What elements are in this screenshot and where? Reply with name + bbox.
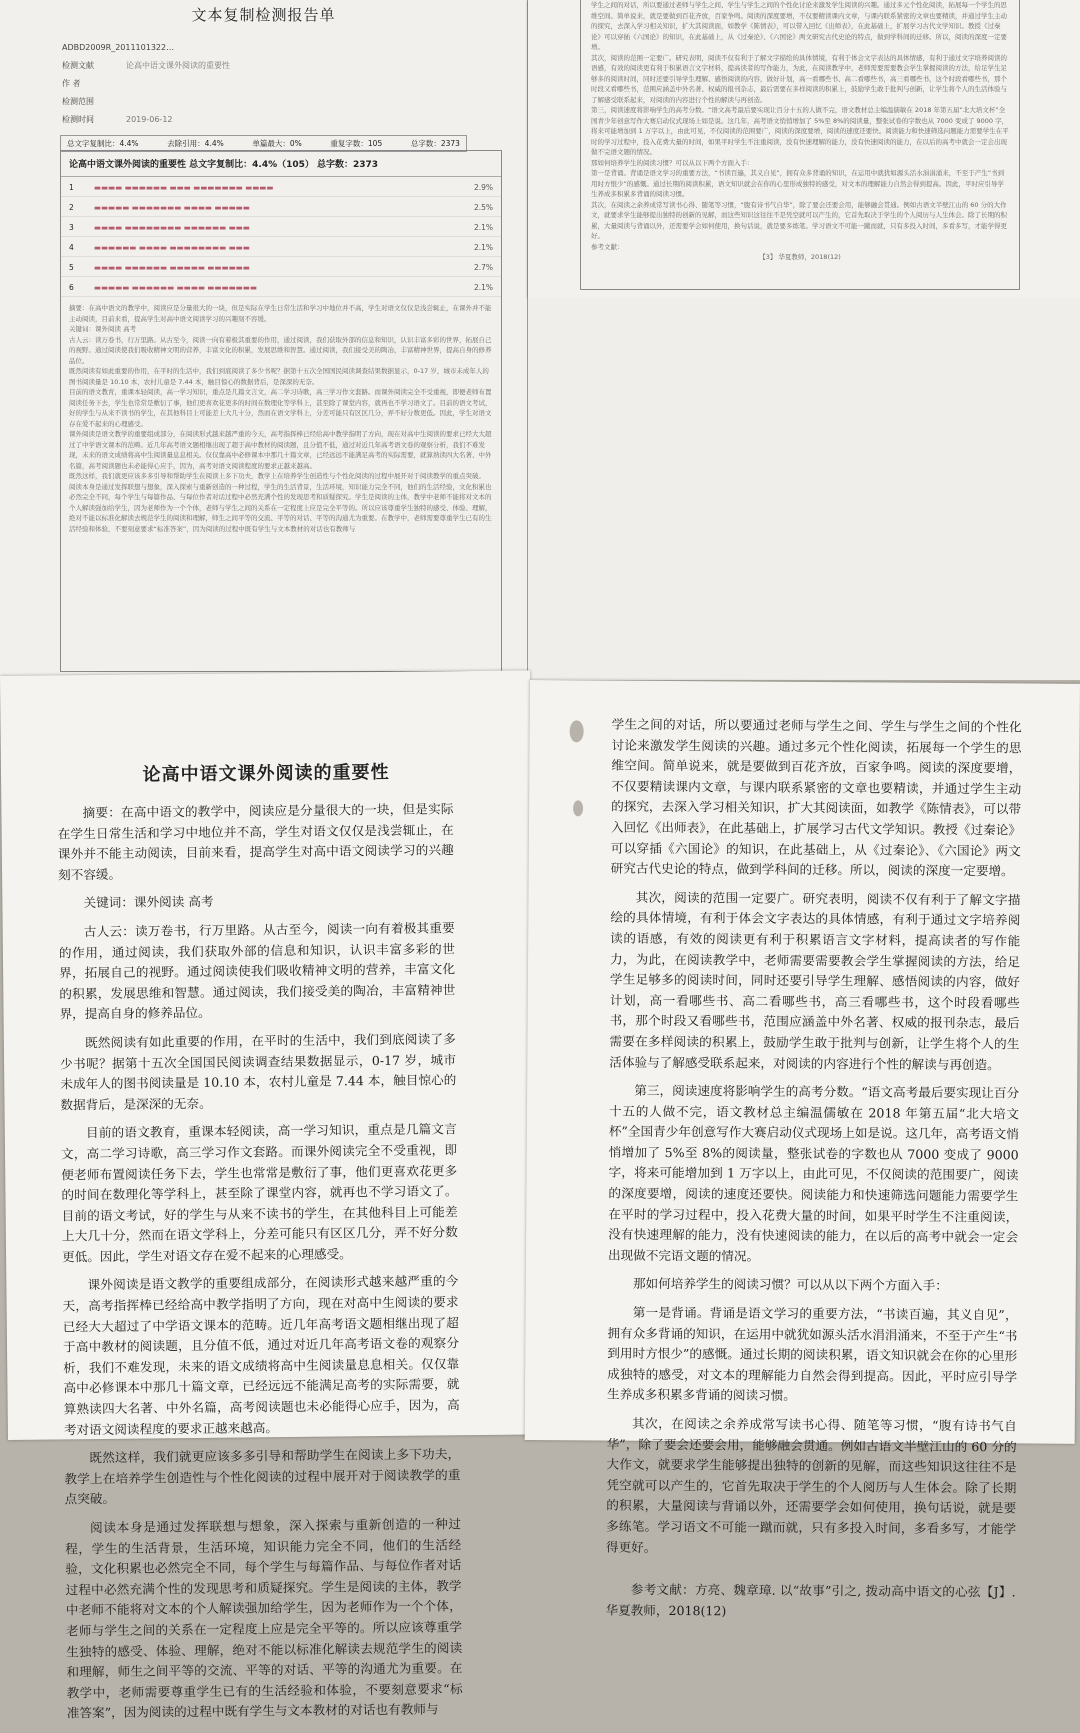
match-row: 1 ▬▬▬▬ ▬▬▬▬▬▬ ▬▬▬ ▬▬▬▬▬▬▬ ▬▬▬▬ 2.9% [61,177,501,197]
blank-sheet-area [528,298,1080,680]
continuation-text: 学生之间的对话，所以要通过老师与学生之间、学生与学生之间的个性化讨论来激发学生阅读的兴趣。通过多元个性化阅读，拓展每一个学生的思维空间。简单说来，就是要做到百花齐放，百家争鸣。阅读的深度要增，不仅要精读课内文章，与课内联系紧密的文章也要精读，并通过学生主动的探究，去深入学习相关知识，扩大其阅读面，如教学《陈情表》，可以带入回忆《出师表》，在此基础上，扩展学习古代文学知识。教授《过秦论》可以穿插《六国论》的知识，在此基础上，从《过秦论》、《六国论》两文研究古代史论的特点，做到学科间的迁移。所以，阅读的深度一定要增。 其次，阅读的范围一定要广。研究表明，阅读不仅有利于了解文字描绘的具体情境，有利于体会文字表达的具体情感，有利于通过文字培养阅读的语感，有效的阅读更有利于积累语言文字材料，提高读者的写作能力，为此，在阅读教学中，老师需要需要教会学生掌握阅读的方法，给足学生足够多的阅读时间，同时还要引导学生理解、感悟阅读的内容，做好计划，高一看哪些书、高二看哪些书，高三看哪些书，这个时段看哪些书，那个时段又看哪些书，范围应涵盖中外名著、权威的报刊杂志，最后需要在多样阅读的积累上，鼓励学生敢于批判与创新，让学生将个人的生活体验与了解感受联系起来，对阅读的内容进行个性的解读与再创造。 第三，阅读速度将影响学生的高考分数。“语文高考最后要实现让百分十五的人做不完，语文教材总主编温儒敏在 2018 年第五届“北大培文杯”全国青少年创意写作大赛启动仪式现场上如是说。这几年，高考语文悄悄增加了 5%至 8%的阅读量，整张试卷的字数也从 7000 变成了 9000 字，将来可能增加到 1 万字以上，由此可见，不仅阅读的范围要广，阅读的深度要增，阅读的速度还要快。阅读能力和快速筛选问题能力需要学生在平时的学习过程中，投入花费大量的时间，如果平时学生不注重阅读，没有快速理解的能力，没有快速阅读的能力，在以后的高考中就会一定会出现做不完语文题的情况。 那如何培养学生的阅读习惯？可以从以下两个方面入手： 第一是背诵。背诵是语文学习的重要方法，“书读百遍，其义自见”，拥有众多背诵的知识，在运用中就犹如源头活水涓涓涌来，不至于产生“书到用时方恨少”的感慨。通过长期的阅读积累，语文知识就会在你的心里形成独特的感受，对文本的理解能力自然会得到提高。因此，平时应引导学生养成多积累多背诵的阅读习惯。 其次，在阅读之余养成常写读书心得、随笔等习惯，“腹有诗书气自华”，除了要会还要会用，能够融会贯通。例如古语文半壁江山的 60 分的大作文，就要求学生能够提出独特的创新的见解，而这些知识这往往不是凭空就可以产生的，它首先取决于学生的个人阅历与人生体会。除了长期的积累，大量阅读与背诵以外，还需要学会如何使用，换句话说，就是要多练笔。学习语文不可能一蹴而就，只有多投入时间，多看多写，才能学得更好。 参考文献： 【3】 华夏教师，2018(12) [591,1,1009,261]
report-continuation-sheet [528,0,1080,298]
meta-row: ADBD2009R_2011101322… [62,43,175,52]
paragraph: 课外阅读是语文教学的重要组成部分，在阅读形式越来越严重的今天，高考指挥棒已经给高中教学指明了方向，现在对高中生阅读的要求已经大大超过了中学语文课本的范畴。近几年高考语文题相继出现了超于高中教材的阅读题，且分值不低，通过对近几年高考语文卷的观察分析，我们不难发现，未来的语文成绩将高中生阅读量息息相关。仅仅靠高中必修课本中那几十篇文章，已经远远不能满足高考的实际需要，就算熟读四大名著、中外名篇，高考阅读题也未必能得心应手，因为，高考对语文阅读程度的要求正越来越高。 [62,1273,460,1437]
match-row: 6 ▬▬▬▬▬ ▬▬▬▬▬▬ ▬▬▬▬ ▬▬▬▬▬▬▬ 2.1% [61,277,501,297]
article-column-left [57,799,463,1732]
paragraph: 其次，阅读的范围一定要广。研究表明，阅读不仅有利于了解文字描绘的具体情境，有利于体会文字表达的具体情感，有利于通过文字培养阅读的语感，有效的阅读更有利于积累语言文字材料，提高读者的写作能力，为此，在阅读教学中，老师需要需要教会学生掌握阅读的方法，给足学生足够多的阅读时间，同时还要引导学生理解、感悟阅读的内容，做好计划，高一看哪些书、高二看哪些书，高三看哪些书，这个时段看哪些书，那个时段又看哪些书，范围应涵盖中外名著、权威的报刊杂志，最后需要在多样阅读的积累上，鼓励学生敢于批判与创新，让学生将个人的生活体验与了解感受联系起来，对阅读的内容进行个性的解读与再创造。 [609,889,1021,1072]
reference: 参考文献：方亮、魏章璋. 以“故事”引之, 拨动高中语文的心弦【J】. 华夏教师，2018(12) [605,1581,1016,1619]
meta-row: 检测范围 [62,97,94,106]
paragraph: 目前的语文教育，重课本轻阅读，高一学习知识，重点是几篇文言文，高二学习诗歌，高三学习作文套路。而课外阅读完全不受重视，即便老师布置阅读任务下去，学生也常常是敷衍了事，他们更喜欢花更多的时间在数理化等学科上，甚至除了课堂内容，就再也不学习语文了。目前的语文考试，好的学生与从来不读书的学生，在其他科目上可能差上大几十分，然而在语文学科上，分差可能只有区区几分，弄不好分数更低。因此，学生对语文存在爱不起来的心理感受。 [60,1121,458,1265]
paragraph: 第三，阅读速度将影响学生的高考分数。“语文高考最后要实现让百分十五的人做不完，语文教材总主编温儒敏在 2018 年第五届“北大培文杯”全国青少年创意写作大赛启动仪式现场上如是说。这几年，高考语文悄悄增加了 5%至 8%的阅读量，整张试卷的字数也从 7000 变成了 9000 字，将来可能增加到 1 万字以上，由此可见，不仅阅读的范围要广，阅读的深度要增，阅读的速度还要快。阅读能力和快速筛选问题能力需要学生在平时的学习过程中，投入花费大量的时间，如果平时学生不注重阅读，没有快速理解的能力，没有快速阅读的能力，在以后的高考中就会一定会出现做不完语文题的情况。 [607,1082,1020,1264]
abstract: 摘要：在高中语文的教学中，阅读应是分量很大的一块，但是实际在学生日常生活和学习中地位并不高，学生对语文仅仅是浅尝辄止，在课外并不能主动阅读，目前来看，提高学生对高中语文阅读学习的兴趣刻不容缓。 [57,801,454,883]
paragraph: 既然这样，我们就更应该多多引导和帮助学生在阅读上多下功夫，教学上在培养学生创造性与个性化阅读的过程中展开对于阅读教学的重点突破。 [64,1446,461,1507]
paragraph: 其次，在阅读之余养成常写读书心得、随笔等习惯，“腹有诗书气自华”，除了要会还要会用，能够融会贯通。例如古语文半壁江山的 60 分的大作文，就要求学生能够提出独特的创新的见解，而这些知识这往往不是凭空就可以产生的，它首先取决于学生的个人阅历与人生体会。除了长期的积累，大量阅读与背诵以外，还需要学会如何使用，换句话说，就是要多练笔。学习语文不可能一蹴而就，只有多投入时间，多看多写，才能学得更好。 [605,1415,1017,1555]
paragraph: 既然阅读有如此重要的作用，在平时的生活中，我们到底阅读了多少书呢？据第十五次全国国民阅读调查结果数据显示，0-17 岁，城市未成年人的图书阅读量是 10.10 本，农村儿童是 7.44 本，触目惊心的数据背后，是深深的无奈。 [59,1031,457,1113]
paragraph: 第一是背诵。背诵是语文学习的重要方法，“书读百遍，其义自见”，拥有众多背诵的知识，在运用中就犹如源头活水涓涓涌来，不至于产生“书到用时方恨少”的感慨。通过长期的阅读积累，语文知识就会在你的心里形成独特的感受，对文本的理解能力自然会得到提高。因此，平时应引导学生养成多积累多背诵的阅读习惯。 [606,1304,1018,1404]
paragraph: 阅读本身是通过发挥联想与想象，深入探索与重新创造的一种过程，学生的生活背景，生活环境，知识能力完全不同，他们的生活经验，文化积累也必然完全不同，每个学生与每篇作品、与每位作者对话过程中必然充满个性的发现思考和质疑探究。学生是阅读的主体，教学中老师不能将对文本的个人解读强加给学生，因为老师作为一个个体，老师与学生之间的关系在一定程度上应是完全平等的。所以应该尊重学生独特的感受、体验、理解，绝对不能以标准化解读去规范学生的阅读和理解，师生之间平等的交流、平等的对话、平等的沟通尤为重要。在教学中，老师需要尊重学生已有的生活经验和体验，不要刻意要求“标准答案”，因为阅读的过程中既有学生与文本教材的对话也有教师与 [65,1516,463,1721]
article-page-2 [525,680,1080,1619]
torn-hole [570,720,584,742]
match-row: 4 ▬▬▬▬▬▬ ▬▬▬▬ ▬▬▬▬▬▬▬▬ ▬▬▬ 2.1% [61,237,501,257]
keywords: 关键词：课外阅读 高考 [83,894,214,911]
article-title: 论高中语文课外阅读的重要性 [142,761,390,786]
meta-row: 检测时间 2019-06-12 [62,115,173,124]
report-body-text: 摘要：在高中语文的教学中，阅读应是分量很大的一块，但是实际在学生日常生活和学习中地位并不高，学生对语文仅仅是浅尝辄止，在课外并不能主动阅读，目前来看，提高学生对高中语文阅读学习的兴趣刻不容缓。 关键词：课外阅读 高考 古人云：读万卷书，行万里路。从古至今，阅读一向有着极其重要的作用，通过阅读，我们获取外部的信息和知识，认识丰富多彩的世界，拓展自己的视野。通过阅读使我们吸收精神文明的营养，丰富文化的积累，发展思维和智慧。通过阅读，我们接受美的陶冶，丰富精神世界，提高自身的修养品位。 既然阅读有如此重要的作用，在平时的生活中，我们到底阅读了多少书呢？据第十五次全国国民阅读调查结果数据显示，0-17 岁，城市未成年人的图书阅读量是 10.10 本，农村儿童是 7.44 本，触目惊心的数据背后，是深深的无奈。 目前的语文教育，重课本轻阅读，高一学习知识，重点是几篇文言文，高二学习诗歌，高三学习作文套路。而课外阅读完全不受重视，即便老师布置阅读任务下去，学生也常常是敷衍了事，他们更喜欢花更多的时间在数理化等学科上，甚至除了课堂内容，就再也不学习语文了。目前的语文考试，好的学生与从来不读书的学生，在其他科目上可能差上大几十分，然而在语文学科上，分差可能只有区区几分，弄不好分数更低。因此，学生对语文存在爱不起来的心理感受。 课外阅读是语文教学的重要组成部分，在阅读形式越来越严重的今天，高考指挥棒已经给高中教学指明了方向，现在对高中生阅读的要求已经大大超过了中学语文课本的范畴。近几年高考语文题相继出现了超于高中教材的阅读题，且分值不低，通过对近几年高考语文卷的观察分析，我们不难发现，未来的语文成绩将高中生阅读量息息相关。仅仅靠高中必修课本中那几十篇文章，已经远远不能满足高考的实际需要，就算熟读四大名著、中外名篇，高考阅读题也未必能得心应手，因为，高考对语文阅读程度的要求正越来越高。 既然这样，我们就更应该多多引导和帮助学生在阅读上多下功夫，教学上在培养学生创造性与个性化阅读的过程中展开对于阅读教学的重点突破。 阅读本身是通过发挥联想与想象，深入探索与重新创造的一种过程，学生的生活背景，生活环境，知识能力完全不同，他们的生活经验，文化积累也必然完全不同，每个学生与每篇作品、与每位作者对话过程中必然充满个性的发现思考和质疑探究。学生是阅读的主体，教学中老师不能将对文本的个人解读强加给学生，因为老师作为一个个体，老师与学生之间的关系在一定程度上应是完全平等的。所以应该尊重学生独特的感受、体验、理解，绝对不能以标准化解读去规范学生的阅读和理解，师生之间平等的交流、平等的对话、平等的沟通尤为重要。在教学中，老师需要尊重学生已有的生活经验和体验，不要刻意要求“标准答案”，因为阅读的过程中既有学生与文本教材的对话也有教师与 [69,304,492,533]
article-page-1 [0,670,538,1721]
match-row: 2 ▬▬▬▬▬ ▬▬▬▬▬▬▬ ▬▬▬▬ ▬▬▬▬▬ 2.5% [61,197,501,217]
paragraph: 古人云：读万卷书，行万里路。从古至今，阅读一向有着极其重要的作用，通过阅读，我们获取外部的信息和知识，认识丰富多彩的世界，拓展自己的视野。通过阅读使我们吸收精神文明的营养，丰富文化的积累，发展思维和智慧。通过阅读，我们接受美的陶冶，丰富精神世界，提高自身的修养品位。 [58,920,456,1022]
torn-hole [573,800,583,816]
paragraph: 学生之间的对话，所以要通过老师与学生之间、学生与学生之间的个性化讨论来激发学生阅读的兴趣。通过多元个性化阅读，拓展每一个学生的思维空间。简单说来，就是要做到百花齐放，百家争鸣。阅读的深度要增，不仅要精读课内文章，与课内联系紧密的文章也要精读，并通过学生主动的探究，去深入学习相关知识，扩大其阅读面，如教学《陈情表》，可以带入回忆《出师表》，在此基础上，扩展学习古代文学知识。教授《过秦论》可以穿插《六国论》的知识，在此基础上，从《过秦论》、《六国论》两文研究古代史论的特点，做到学科间的迁移。所以，阅读的深度一定要增。 [610,716,1022,879]
article-column-right [605,715,1021,1632]
match-row: 5 ▬▬▬▬ ▬▬▬▬▬▬ ▬▬▬▬▬ ▬▬▬▬▬▬ 2.7% [61,257,501,277]
meta-row: 作 者 [62,79,81,88]
report-title: 文本复制检测报告单 [191,6,336,24]
report-box-head: 论高中语文课外阅读的重要性 总文字复制比：4.4%（105） 总字数：2373 [61,151,501,177]
report-detail-box [60,150,502,672]
meta-row: 检测文献 论高中语文课外阅读的重要性 [62,61,230,70]
match-row: 3 ▬▬▬▬ ▬▬▬▬▬▬▬▬ ▬▬▬▬▬▬ ▬▬▬ 2.1% [61,217,501,237]
paragraph: 那如何培养学生的阅读习惯？可以从以下两个方面入手： [632,1276,948,1294]
report-sheet [0,0,527,676]
report-continuation-box [580,0,1020,290]
stats-bar: 总文字复制比：4.4% 去除引用：4.4% 单篇最大：0% 重复字数：105 总字数：2373 [60,135,467,152]
